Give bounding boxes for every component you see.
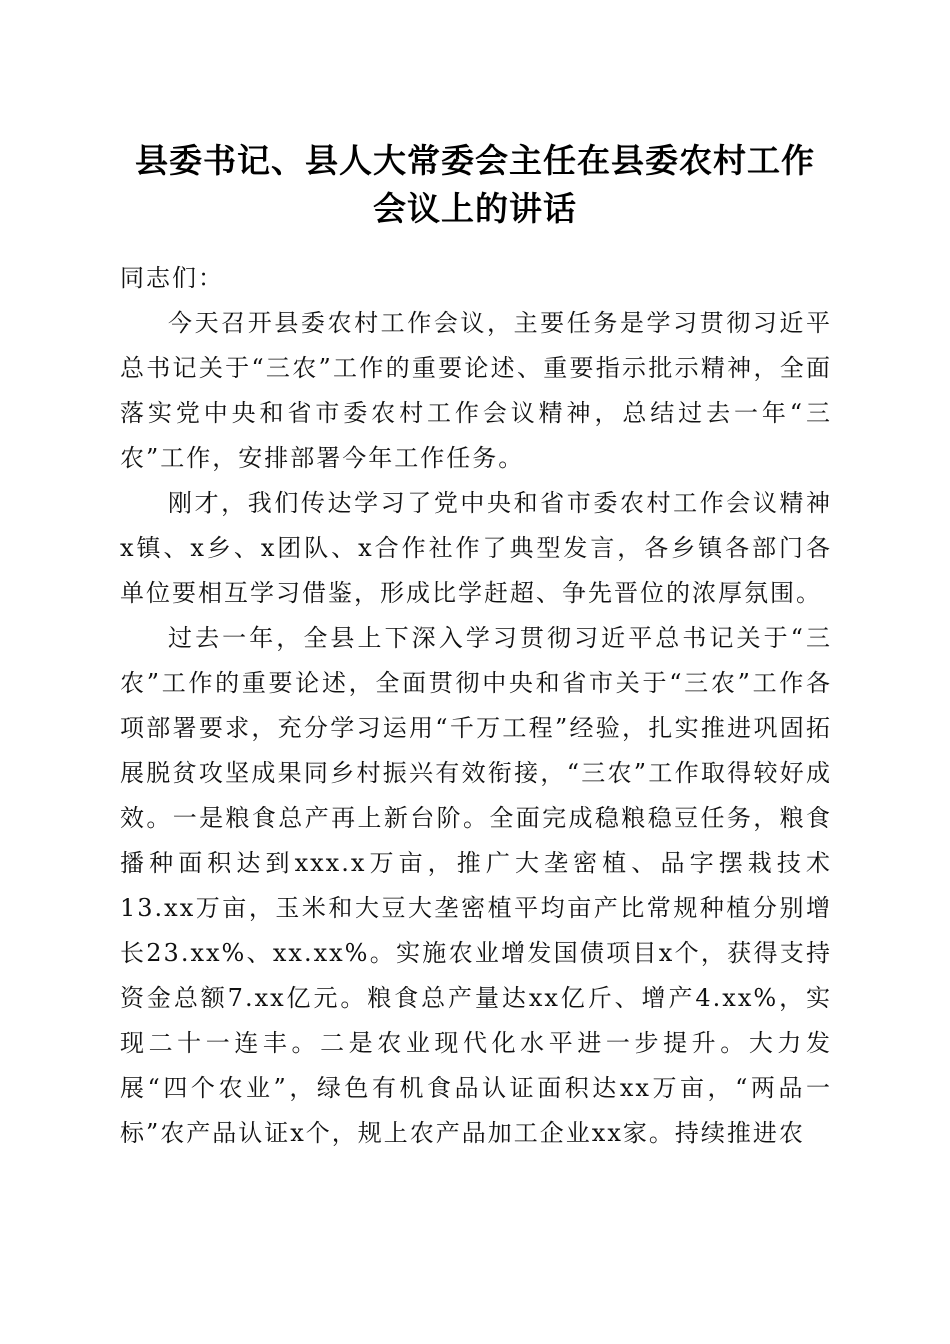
- title-line-2: 会议上的讲话: [373, 189, 577, 228]
- title-line-1: 县委书记、县人大常委会主任在县委农村工作: [135, 141, 815, 180]
- document-title: [100, 137, 850, 233]
- paragraph-exchange: 刚才，我们传达学习了党中央和省市委农村工作会议精神x镇、x乡、x团队、x合作社作了典型发言，各乡镇各部门各单位要相互学习借鉴，形成比学赶超、争先晋位的浓厚氛围。: [120, 489, 832, 607]
- paragraph-review: 过去一年，全县上下深入学习贯彻习近平总书记关于“三农”工作的重要论述，全面贯彻中央和省市关于“三农”工作各项部署要求，充分学习运用“千万工程”经验，扎实推进巩固拓展脱贫攻坚成果同乡村振兴有效衔接，“三农”工作取得较好成效。一是粮食总产再上新台阶。全面完成稳粮稳豆任务，粮食播种面积达到xxx.x万亩，推广大垄密植、品字摆栽技术13.xx万亩，玉米和大豆大垄密植平均亩产比常规种植分别增长23.xx%、xx.xx%。实施农业增发国债项目x个，获得支持资金总额7.xx亿元。粮食总产量达xx亿斤、增产4.xx%，实现二十一连丰。二是农业现代化水平进一步提升。大力发展“四个农业”，绿色有机食品认证面积达xx万亩，“两品一标”农产品认证x个，规上农产品加工企业xx家。持续推进农: [120, 624, 832, 1147]
- document-body: [120, 256, 832, 1156]
- salutation: 同志们：: [120, 264, 224, 292]
- paragraph-opening: 今天召开县委农村工作会议，主要任务是学习贯彻习近平总书记关于“三农”工作的重要论述、重要指示批示精神，全面落实党中央和省市委农村工作会议精神，总结过去一年“三农”工作，安排部署今年工作任务。: [120, 309, 832, 472]
